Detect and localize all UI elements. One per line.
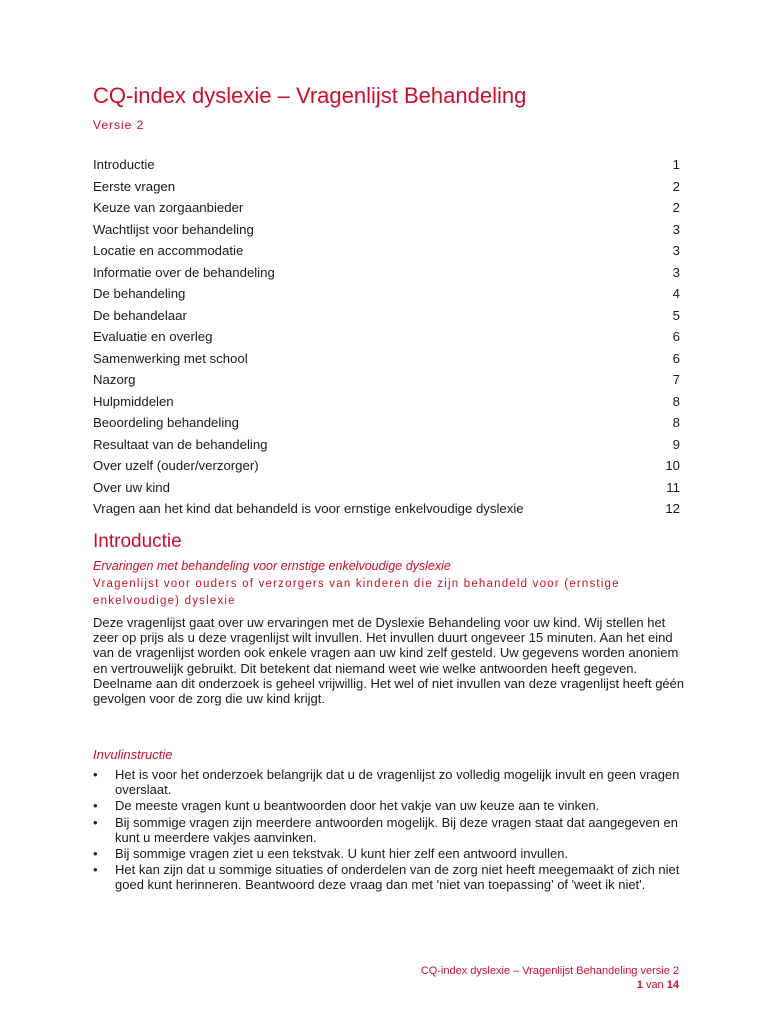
bullet-icon: • [93, 862, 98, 878]
toc-entry-page: 3 [672, 221, 680, 237]
document-version: Versie 2 [93, 118, 145, 132]
toc-entry-label: Keuze van zorgaanbieder [93, 200, 244, 215]
list-item-text: De meeste vragen kunt u beantwoorden door het vakje van uw keuze aan te vinken. [115, 798, 600, 814]
toc-entry[interactable] [93, 479, 680, 501]
toc-entry-page: 6 [672, 329, 680, 344]
section-subsubtitle: Vragenlijst voor ouders of verzorgers van kinderen die zijn behandeld voor (ernstige enkelvoudige) dyslexie [93, 578, 620, 607]
document-title: CQ-index dyslexie – Vragenlijst Behandeling [93, 83, 527, 108]
toc-entry-label: Beoordeling behandeling [93, 415, 239, 430]
bullet-icon: • [93, 814, 98, 830]
toc-entry-page: 12 [665, 501, 680, 516]
section-heading-introductie: Introductie [93, 531, 182, 552]
section-subtitle: Ervaringen met behandeling voor ernstige enkelvoudige dyslexie [93, 559, 451, 573]
toc-entry-page: 6 [672, 350, 680, 366]
bullet-icon: • [93, 798, 98, 814]
toc-entry-page: 2 [672, 200, 680, 215]
toc-entry-label: De behandelaar [93, 307, 187, 323]
toc-entry[interactable] [93, 242, 680, 264]
footer-page-current: 1 [636, 979, 643, 991]
footer-page-of: van [645, 979, 664, 991]
toc-entry[interactable] [93, 156, 680, 178]
list-item-text: Het is voor het onderzoek belangrijk dat u de vragenlijst zo volledig mogelijk invult en geen vragen overslaat. [115, 767, 680, 798]
toc-entry-label: Over uw kind [93, 479, 170, 495]
toc-entry-label: Hulpmiddelen [93, 393, 174, 409]
list-item-text: Het kan zijn dat u sommige situaties of onderdelen van de zorg niet heeft meegemaakt of zich niet goed kunt herinneren. Beantwoord deze vraag dan met 'niet van toepassing' of 'weet ik niet'. [115, 862, 680, 893]
toc-entry-page: 3 [672, 243, 680, 258]
toc-entry-label: Locatie en accommodatie [93, 243, 244, 258]
toc-entry[interactable] [93, 328, 680, 350]
toc-entry[interactable] [93, 393, 680, 415]
toc-entry-page: 5 [672, 307, 680, 323]
toc-entry-page: 7 [672, 372, 680, 387]
toc-entry[interactable] [93, 307, 680, 329]
list-item [93, 862, 683, 892]
toc-entry-label: Nazorg [93, 372, 136, 387]
intro-paragraphs [93, 615, 688, 706]
toc-entry-label: De behandeling [93, 286, 186, 301]
toc-entry-page: 3 [672, 264, 680, 280]
footer-page-total: 14 [666, 979, 679, 991]
list-item [93, 846, 683, 861]
toc-entry-page: 2 [672, 178, 680, 194]
intro-paragraph-2: Deelname aan dit onderzoek is geheel vrijwillig. Het wel of niet invullen van deze vragenlijst heeft géén gevolgen voor de zorg die uw kind krijgt. [93, 675, 685, 707]
toc-entry[interactable] [93, 414, 680, 436]
toc-entry[interactable] [93, 436, 680, 458]
footer-page-number [421, 978, 679, 992]
toc-entry[interactable] [93, 285, 680, 307]
toc-entry[interactable] [93, 221, 680, 243]
toc-entry-label: Informatie over de behandeling [93, 264, 275, 280]
toc-entry[interactable] [93, 264, 680, 286]
toc-entry-page: 1 [672, 157, 680, 172]
instructions-heading: Invulinstructie [93, 747, 173, 762]
toc-entry-label: Resultaat van de behandeling [93, 436, 268, 452]
toc-entry-page: 8 [672, 393, 680, 409]
bullet-icon: • [93, 767, 98, 782]
toc-entry-label: Over uzelf (ouder/verzorger) [93, 458, 259, 473]
toc-entry[interactable] [93, 457, 680, 479]
toc-entry-page: 8 [672, 415, 680, 430]
table-of-contents [93, 156, 680, 522]
toc-entry-page: 4 [672, 286, 680, 301]
list-item [93, 767, 683, 797]
list-item [93, 815, 683, 845]
footer-title: CQ-index dyslexie – Vragenlijst Behandeling versie 2 [420, 965, 679, 977]
toc-entry-label: Vragen aan het kind dat behandeld is voor ernstige enkelvoudige dyslexie [93, 501, 524, 516]
toc-entry-label: Introductie [93, 157, 155, 172]
page-footer [421, 964, 679, 992]
toc-entry[interactable] [93, 178, 680, 200]
instructions-list [93, 767, 683, 894]
toc-entry-label: Eerste vragen [93, 178, 176, 194]
toc-entry-page: 9 [672, 436, 680, 452]
toc-entry[interactable] [93, 199, 680, 221]
toc-entry[interactable] [93, 371, 680, 393]
list-item [93, 798, 683, 813]
bullet-icon: • [93, 846, 98, 862]
list-item-text: Bij sommige vragen ziet u een tekstvak. U kunt hier zelf een antwoord invullen. [115, 846, 569, 862]
toc-entry-label: Wachtlijst voor behandeling [93, 221, 254, 237]
toc-entry-page: 11 [666, 479, 680, 495]
toc-entry[interactable] [93, 500, 680, 522]
intro-paragraph-1: Deze vragenlijst gaat over uw ervaringen met de Dyslexie Behandeling voor uw kind. Wij stellen het zeer op prijs als u deze vragenlijst wilt invullen. Het invullen duurt ongeveer 15 minuten. Aan het eind van de vragenlijst worden ook enkele vragen aan uw kind zelf gesteld. Uw gegevens worden anoniem en vertrouwelijk gebruikt. Dit betekent dat niemand weet wie welke antwoorden heeft gegeven. [93, 615, 679, 676]
toc-entry-label: Evaluatie en overleg [93, 329, 213, 344]
toc-entry[interactable] [93, 350, 680, 372]
toc-entry-page: 10 [665, 458, 680, 473]
list-item-text: Bij sommige vragen zijn meerdere antwoorden mogelijk. Bij deze vragen staat dat aangegeven en kunt u meerdere vakjes aanvinken. [115, 814, 678, 845]
toc-entry-label: Samenwerking met school [93, 350, 248, 366]
